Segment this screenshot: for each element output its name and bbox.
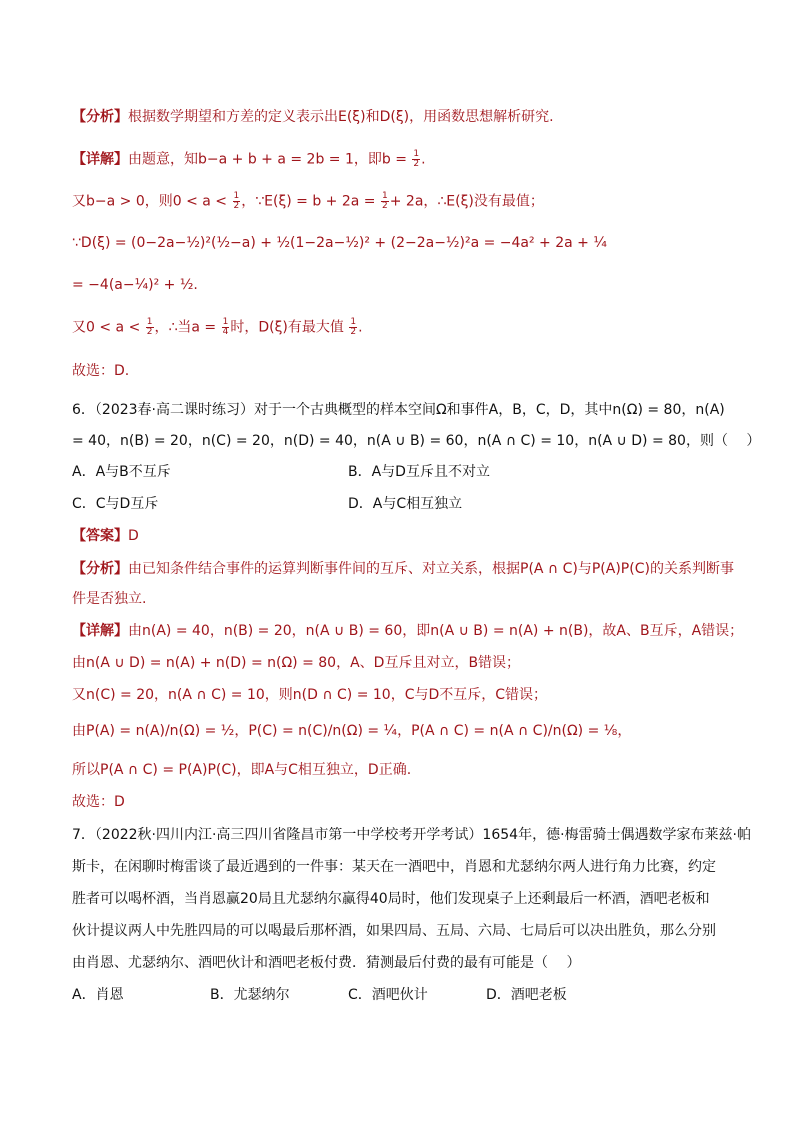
q7-option-b: B．尤瑟纳尔: [210, 987, 290, 1003]
fraction-half: $\frac{1}{2}$: [382, 191, 388, 211]
q5-variance-line: ∵D(ξ) = (0−2a−½)²(½−a) + ½(1−2a−½)² + (2−2a−½)²a = −4a² + 2a + ¼: [72, 235, 607, 251]
q6-analysis: [72, 560, 754, 578]
q6-solution-line-1: 由n(A) = 40，n(B) = 20，n(A ∪ B) = 60，即n(A ∪ B) = n(A) + n(B)，故A、B互斥，A错误；: [128, 623, 744, 639]
q7-option-c: C．酒吧伙计: [348, 987, 428, 1003]
q5-line-6-post: 时，D(ξ)有最大值: [230, 319, 344, 336]
q6-answer-line: [72, 527, 754, 545]
q6-solution-line-2: 由n(A ∪ D) = n(A) + n(D) = n(Ω) = 80，A、D互斥且对立，B错误；: [72, 655, 521, 671]
fraction-half: $\frac{1}{2}$: [350, 317, 357, 337]
q6-answer-tag: 【答案】: [72, 528, 128, 544]
q5-line-6-mid: ，∴当a =: [154, 319, 217, 336]
q5-line-3-mid: ，∵E(ξ) = b + 2a =: [241, 193, 376, 210]
fraction-half: $\frac{1}{2}$: [233, 191, 240, 211]
q6-option-a: A．A与B不互斥: [72, 464, 171, 480]
q5-line-6: 又0 < a < $\frac{1}{2}$ ，∴当a = $\frac{1}{4}$ 时，D(ξ)有最大值 $\frac{1}{2}$ .: [72, 317, 363, 337]
q5-analysis: [72, 108, 754, 126]
q5-line-3-post: + 2a，∴E(ξ)没有最值；: [389, 193, 544, 210]
q6-analysis-text-1: 由已知条件结合事件的运算判断事件间的互斥、对立关系，根据P(A ∩ C)与P(A)P(C)的关系判断事: [128, 561, 734, 577]
q6-stem-1: 6．（2023春·高二课时练习）对于一个古典概型的样本空间Ω和事件A，B，C，D，其中n(Ω) = 80，n(A): [72, 402, 725, 418]
q6-analysis-text-2: 件是否独立.: [72, 591, 147, 607]
q7-stem-5: 由肖恩、尤瑟纳尔、酒吧伙计和酒吧老板付费．猜测最后付费的最有可能是（ ）: [72, 955, 581, 971]
q5-line-6-pre: 又0 < a <: [72, 319, 141, 336]
q6-solution: [72, 622, 754, 640]
q7-option-a: A．肖恩: [72, 987, 124, 1003]
q5-line-3: [72, 192, 754, 211]
q6-option-c: C．C与D互斥: [72, 496, 159, 512]
fraction-half: $\frac{1}{2}$: [146, 317, 153, 337]
q6-solution-tag: 【详解】: [72, 623, 128, 639]
fraction-half: $\frac{1}{2}$: [413, 149, 420, 169]
q5-solution-tag: 【详解】: [72, 151, 128, 168]
q6-solution-line-5: 所以P(A ∩ C) = P(A)P(C)，即A与C相互独立，D正确.: [72, 762, 412, 778]
q6-final-answer: 故选：D: [72, 794, 125, 810]
q6-stem-2: = 40，n(B) = 20，n(C) = 20，n(D) = 40，n(A ∪ B) = 60，n(A ∩ C) = 10，n(A ∪ D) = 80，则（ ）: [72, 433, 761, 449]
q5-analysis-tag: 【分析】: [72, 109, 128, 125]
q5-variance-simplified: = −4(a−¼)² + ½.: [72, 277, 198, 293]
q7-stem-4: 伙计提议两人中先胜四局的可以喝最后那杯酒，如果四局、五局、六局、七局后可以决出胜负，那么分别: [72, 923, 716, 939]
q5-answer: 故选：D.: [72, 363, 130, 379]
q6-analysis-tag: 【分析】: [72, 561, 128, 577]
q5-solution: 【详解】由题意，知b−a + b + a = 2b = 1，即b = $\frac{1}{2}$ .: [72, 149, 426, 169]
q6-option-d: D．A与C相互独立: [348, 496, 463, 512]
q5-analysis-text: 根据数学期望和方差的定义表示出E(ξ)和D(ξ)，用函数思想解析研究.: [128, 109, 554, 125]
q6-solution-line-4: 由P(A) = n(A)/n(Ω) = ½，P(C) = n(C)/n(Ω) = ¼，P(A ∩ C) = n(A ∩ C)/n(Ω) = ⅛，: [72, 723, 632, 739]
q7-stem-1: 7．（2022秋·四川内江·高三四川省隆昌市第一中学校考开学考试）1654年，德·梅雷骑士偶遇数学家布莱兹·帕: [72, 827, 751, 843]
q7-stem-2: 斯卡，在闲聊时梅雷谈了最近遇到的一件事：某天在一酒吧中，肖恩和尤瑟纳尔两人进行角力比赛，约定: [72, 859, 716, 875]
q7-stem-3: 胜者可以喝杯酒，当肖恩赢20局且尤瑟纳尔赢得40局时，他们发现桌子上还剩最后一杯酒，酒吧老板和: [72, 891, 710, 907]
q6-option-b: B．A与D互斥且不对立: [348, 464, 490, 480]
fraction-quarter: $\frac{1}{4}$: [222, 317, 229, 337]
q6-solution-line-3: 又n(C) = 20，n(A ∩ C) = 10，则n(D ∩ C) = 10，C与D不互斥，C错误；: [72, 687, 548, 703]
q6-answer-value: D: [128, 528, 139, 544]
q5-line-3-pre: 又b−a > 0，则0 < a <: [72, 193, 228, 210]
q7-option-d: D．酒吧老板: [486, 987, 567, 1003]
q5-solution-text: 由题意，知b−a + b + a = 2b = 1，即b =: [128, 151, 407, 168]
